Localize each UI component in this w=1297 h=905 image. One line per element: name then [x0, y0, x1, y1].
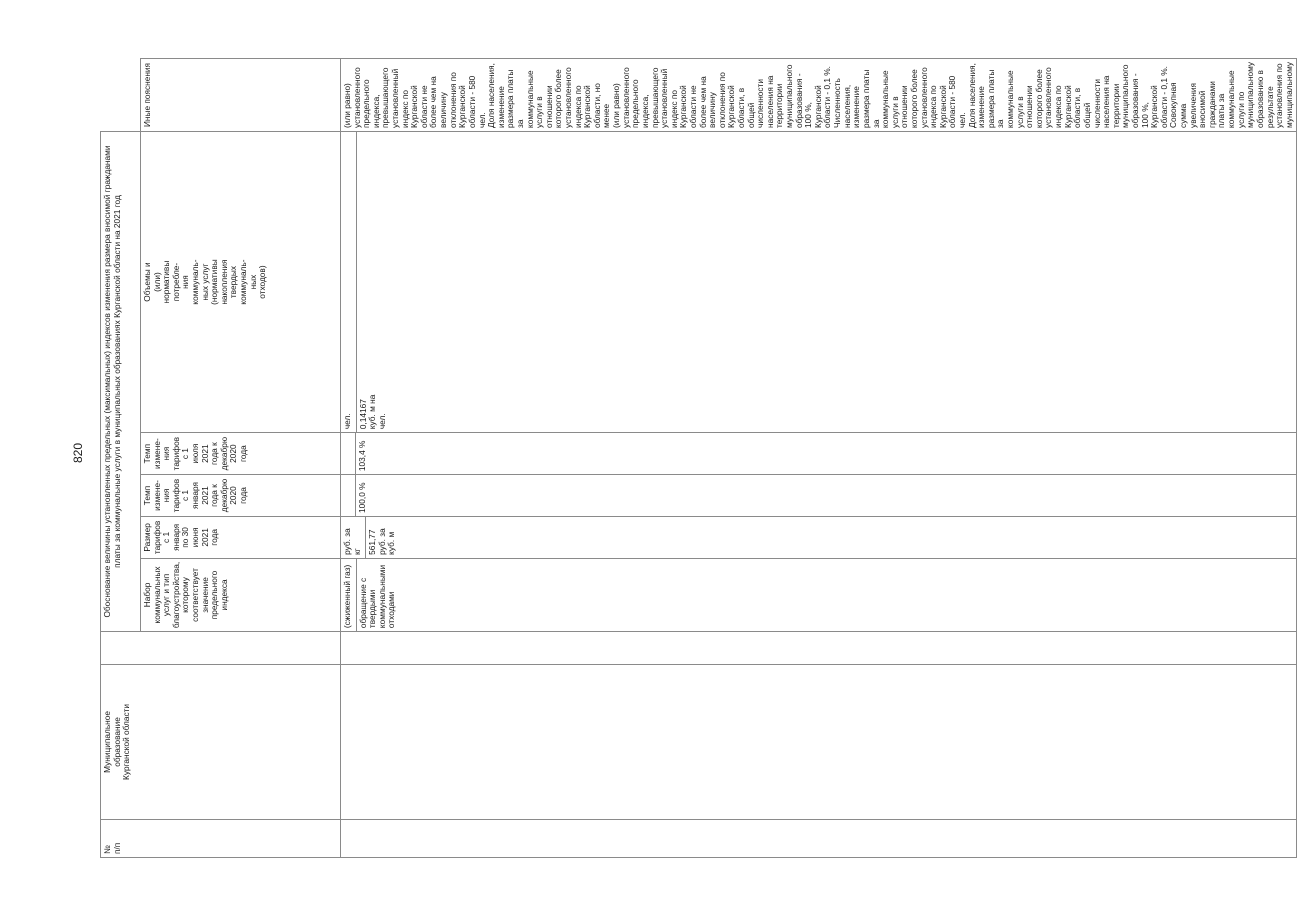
service-line-2: обращение с твердыми коммунальными отходами — [357, 564, 397, 629]
volume-line-2: 0,14167 куб. м на чел. — [357, 394, 387, 430]
volumes-header: Объемы и (или) нормативы потребле- ния коммуналь- ных услуг (нормативы накопления твердых коммуналь- ных отходов) — [141, 131, 341, 432]
municipality-header: Муниципальное образование Курганской области — [101, 665, 341, 819]
volume-cell — [341, 131, 1297, 432]
municipality-cell — [341, 665, 1297, 819]
header-row — [101, 59, 141, 858]
notes-header: Иные пояснения — [141, 59, 341, 132]
volume-line-1: чел. — [342, 413, 352, 430]
blank-header-cell — [101, 632, 341, 665]
number-header: № п/п — [101, 819, 341, 857]
service-cell — [341, 558, 1297, 631]
table-row — [341, 59, 1297, 858]
blank-cell — [341, 632, 1297, 665]
rate-jul-line-2: 103,4 % — [357, 440, 367, 472]
justification-header: Обоснование величины установленных предельных (максимальных) индексов изменения размера вносимой гражданами платы за коммунальные услуги в муниципальных образованиях Курганской области на 2021 год — [101, 131, 141, 631]
rate-jan-line-2: 100,0 % — [357, 482, 367, 513]
tariff-cell — [341, 516, 1297, 558]
service-set-header: Набор коммунальных услуг и тип благоустройства, которому соответствует значение предельного индекса — [141, 558, 341, 631]
tariff-line-1: руб. за кг — [342, 528, 362, 555]
notes-cell: (или равно) установленного предельного индекса, превышающего установленный индекс по Курганской области не более чем на величину отклонения по Курганской области - 580 чел. Доля населения, изменение размера платы за коммунальные услуги в отношении которого более установленного индекса по Курганской области, но менее (или равно) установленного предельного индекса, превышающего установленный индекс по Курганской области не более чем на величину отклонения по Курганской области, в общей численности населения на территории муниципального образования - 100 %, Курганской области - 0,1 %. Численность населения, изменение размера платы за коммунальные услуги в отношении которого более установленного индекса по Курганской области - 580 чел. Доля населения, изменение размера платы за коммунальные услуги в отношении которого более установленного индекса по Курганской области, в общей численности населения на территории муниципального образования - 100 %, Курганской области - 0,1 %. Совокупная сумма увеличения вносимой гражданами платы за коммунальные услуги по муниципальному образованию в результате установления по муниципальному — [341, 59, 1297, 132]
number-cell — [341, 819, 1297, 857]
justification-table — [100, 58, 1297, 858]
service-line-1: (сжиженный газ) — [342, 564, 352, 629]
rate-jul-header: Темп измене- ния тарифов с 1 июля 2021 года к декабрю 2020 года — [141, 433, 341, 475]
rotated-page — [100, 58, 1294, 858]
rate-jan-cell — [341, 475, 1297, 517]
rate-jul-cell — [341, 433, 1297, 475]
page-number: 820 — [71, 442, 85, 464]
tariff-size-header: Размер тарифов с 1 января по 30 июня 2021 года — [141, 516, 341, 558]
rate-jan-header: Темп измене- ния тарифов с 1 января 2021 года к декабрю 2020 года — [141, 475, 341, 517]
tariff-line-2: 561,77 руб. за куб. м — [367, 528, 397, 555]
